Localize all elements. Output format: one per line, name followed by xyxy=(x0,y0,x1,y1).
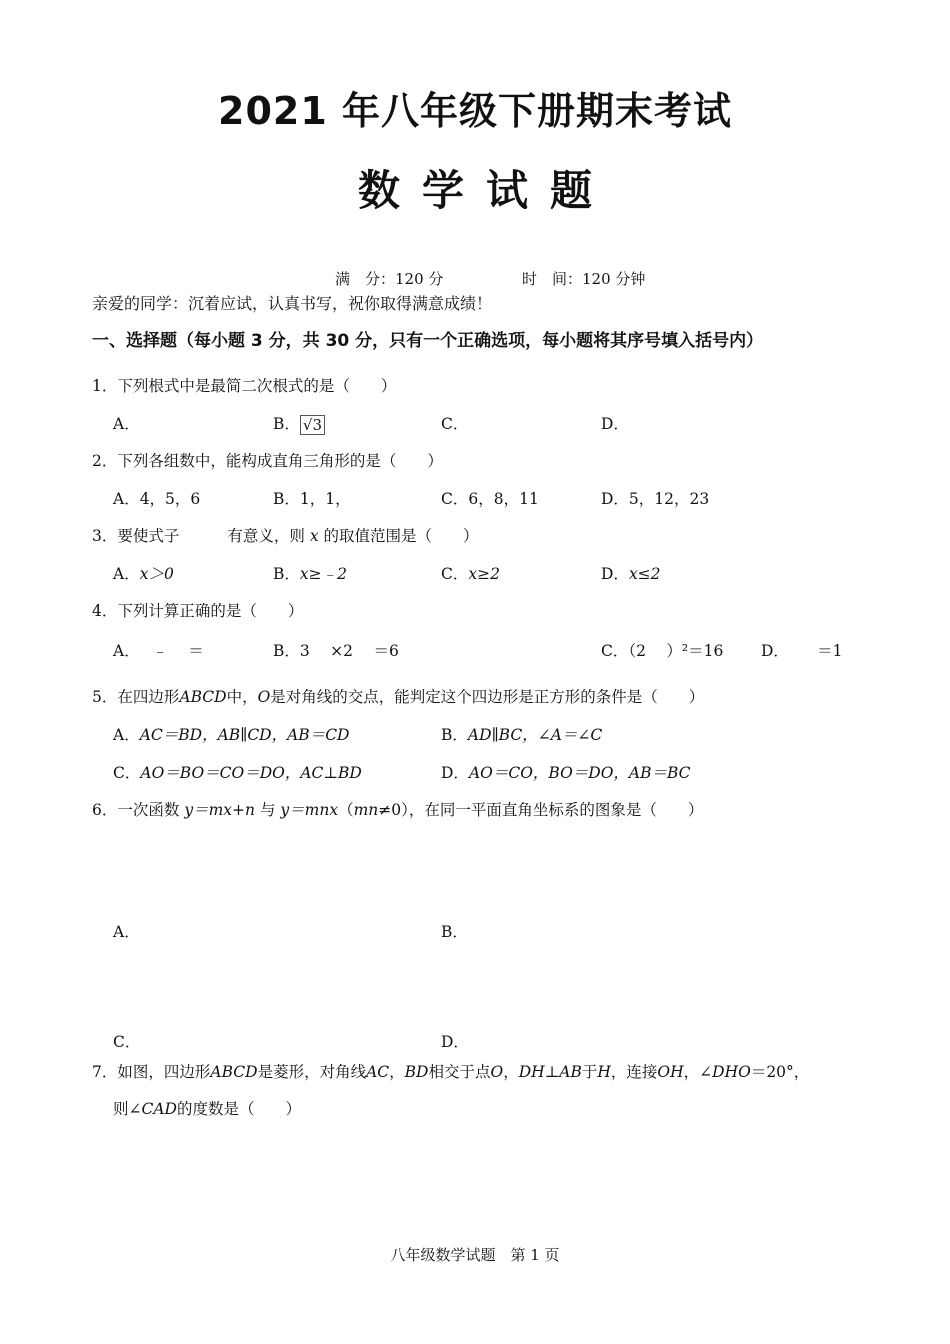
question-3 xyxy=(92,524,479,546)
math-text: O xyxy=(490,1063,504,1081)
full-score: 满 分：120 分 xyxy=(335,270,444,288)
question-number: 4． xyxy=(92,602,118,620)
question-text: ， xyxy=(389,1063,405,1081)
question-number: 6． xyxy=(92,801,118,819)
option-a: A．4，5，6 xyxy=(113,490,201,508)
question-7-line2 xyxy=(113,1097,301,1119)
option-a xyxy=(113,723,349,745)
question-text: 与 xyxy=(259,801,276,819)
option-d xyxy=(601,562,661,584)
question-4 xyxy=(92,599,303,621)
option-label: D． xyxy=(601,565,629,583)
option-b: B． xyxy=(441,923,468,941)
question-6 xyxy=(92,798,703,820)
option-d: D． ＝1 xyxy=(761,642,843,660)
option-c: C． xyxy=(113,1033,141,1051)
option-d: D． xyxy=(441,1033,469,1051)
question-text: 是菱形，对角线 xyxy=(257,1063,367,1081)
greeting: 亲爱的同学：沉着应试，认真书写，祝你取得满意成绩！ xyxy=(92,294,493,313)
option-c: C．6，8，11 xyxy=(441,490,539,508)
question-number: 7． xyxy=(92,1063,118,1081)
sqrt-expression: √3 xyxy=(300,415,325,435)
option-math: x≤2 xyxy=(628,565,661,583)
exam-time: 时 间：120 分钟 xyxy=(522,270,646,288)
math-text: AB xyxy=(559,1063,582,1081)
option-label: C． xyxy=(441,565,469,583)
option-a: A． xyxy=(113,923,140,941)
section-heading: 一、选择题（每小题 3 分，共 30 分，只有一个正确选项，每小题将其序号填入括号内） xyxy=(92,331,764,351)
option-b: B．3 ×2 ＝6 xyxy=(273,642,399,660)
option-c: C．（2 ）²＝16 xyxy=(601,642,724,660)
option-d xyxy=(441,761,691,783)
math-text: OH xyxy=(657,1063,684,1081)
question-text: ≠0），在同一平面直角坐标系的图象是（ ） xyxy=(378,801,704,819)
question-text: 下列各组数中，能构成直角三角形的是（ ） xyxy=(117,452,443,470)
option-label: B． xyxy=(441,726,468,744)
option-label: A． xyxy=(113,565,140,583)
question-text: 在四边形 xyxy=(117,688,180,706)
option-b: B．1，1， xyxy=(273,490,351,508)
question-text: 则∠ xyxy=(113,1100,142,1118)
question-text: 下列计算正确的是（ ） xyxy=(117,602,304,620)
exam-title: 2021 年八年级下册期末考试 xyxy=(218,89,732,133)
option-b xyxy=(441,723,602,745)
math-text: mn xyxy=(353,801,379,819)
option-label: A． xyxy=(113,726,140,744)
question-7 xyxy=(92,1060,809,1082)
option-math: AO＝CO，BO＝DO，AB＝BC xyxy=(468,764,691,782)
question-text: 下列根式中是最简二次根式的是（ ） xyxy=(117,377,397,395)
question-text: 于 xyxy=(581,1063,598,1081)
option-label: D． xyxy=(441,764,469,782)
option-label: C． xyxy=(113,764,141,782)
option-c: C． xyxy=(441,415,469,433)
question-text: 中， xyxy=(226,688,258,706)
option-math: x≥2 xyxy=(468,565,500,583)
math-text: ABCD xyxy=(210,1063,258,1081)
question-text: ， xyxy=(503,1063,519,1081)
math-text: CAD xyxy=(141,1100,177,1118)
question-number: 5． xyxy=(92,688,118,706)
option-d: D．5，12，23 xyxy=(601,490,710,508)
question-2 xyxy=(92,449,443,471)
option-math: AC＝BD，AB∥CD，AB＝CD xyxy=(139,726,350,744)
option-a: A． ﹣ ＝ xyxy=(113,642,204,660)
math-text: O xyxy=(257,688,271,706)
question-text: 是对角线的交点，能判定这个四边形是正方形的条件是（ ） xyxy=(270,688,705,706)
question-number: 2． xyxy=(92,452,118,470)
option-c xyxy=(441,562,500,584)
option-a: A． xyxy=(113,415,140,433)
math-text: y＝mx+n xyxy=(184,801,255,819)
question-text: 一次函数 xyxy=(117,801,180,819)
option-math: x＞0 xyxy=(139,565,174,583)
math-text: DH xyxy=(518,1063,545,1081)
question-text: 有意义，则 xyxy=(227,527,305,545)
question-text: ，连接 xyxy=(610,1063,658,1081)
question-5 xyxy=(92,685,704,707)
page-footer: 八年级数学试题 第 1 页 xyxy=(390,1246,560,1264)
option-math: x≥﹣2 xyxy=(299,565,347,583)
question-text: 的取值范围是（ ） xyxy=(323,527,479,545)
option-label: B． xyxy=(273,565,300,583)
math-text: y＝mnx xyxy=(280,801,339,819)
math-text: BD xyxy=(404,1063,429,1081)
variable: x xyxy=(309,527,319,545)
subject-title: 数学试题 xyxy=(357,166,614,215)
question-text: 如图，四边形 xyxy=(117,1063,211,1081)
option-math: AD∥BC，∠A＝∠C xyxy=(467,726,603,744)
math-text: AC xyxy=(366,1063,390,1081)
question-number: 3． xyxy=(92,527,118,545)
option-c xyxy=(113,761,362,783)
question-text: 要使式子 xyxy=(117,527,180,545)
question-text: 相交于点 xyxy=(428,1063,491,1081)
option-b xyxy=(273,412,325,435)
option-label: B． xyxy=(273,415,300,433)
option-a xyxy=(113,562,174,584)
question-text: （ xyxy=(338,801,354,819)
math-text: ABCD xyxy=(179,688,227,706)
question-1 xyxy=(92,374,396,396)
math-text: DHO xyxy=(712,1063,751,1081)
question-number: 1． xyxy=(92,377,118,395)
question-text: ＝20°， xyxy=(750,1063,810,1081)
option-b xyxy=(273,562,347,584)
question-text: ⊥ xyxy=(544,1063,560,1081)
math-text: H xyxy=(597,1063,611,1081)
question-text: ，∠ xyxy=(683,1063,713,1081)
option-d: D． xyxy=(601,415,629,433)
option-math: AO＝BO＝CO＝DO，AC⊥BD xyxy=(140,764,362,782)
question-text: 的度数是（ ） xyxy=(176,1100,301,1118)
